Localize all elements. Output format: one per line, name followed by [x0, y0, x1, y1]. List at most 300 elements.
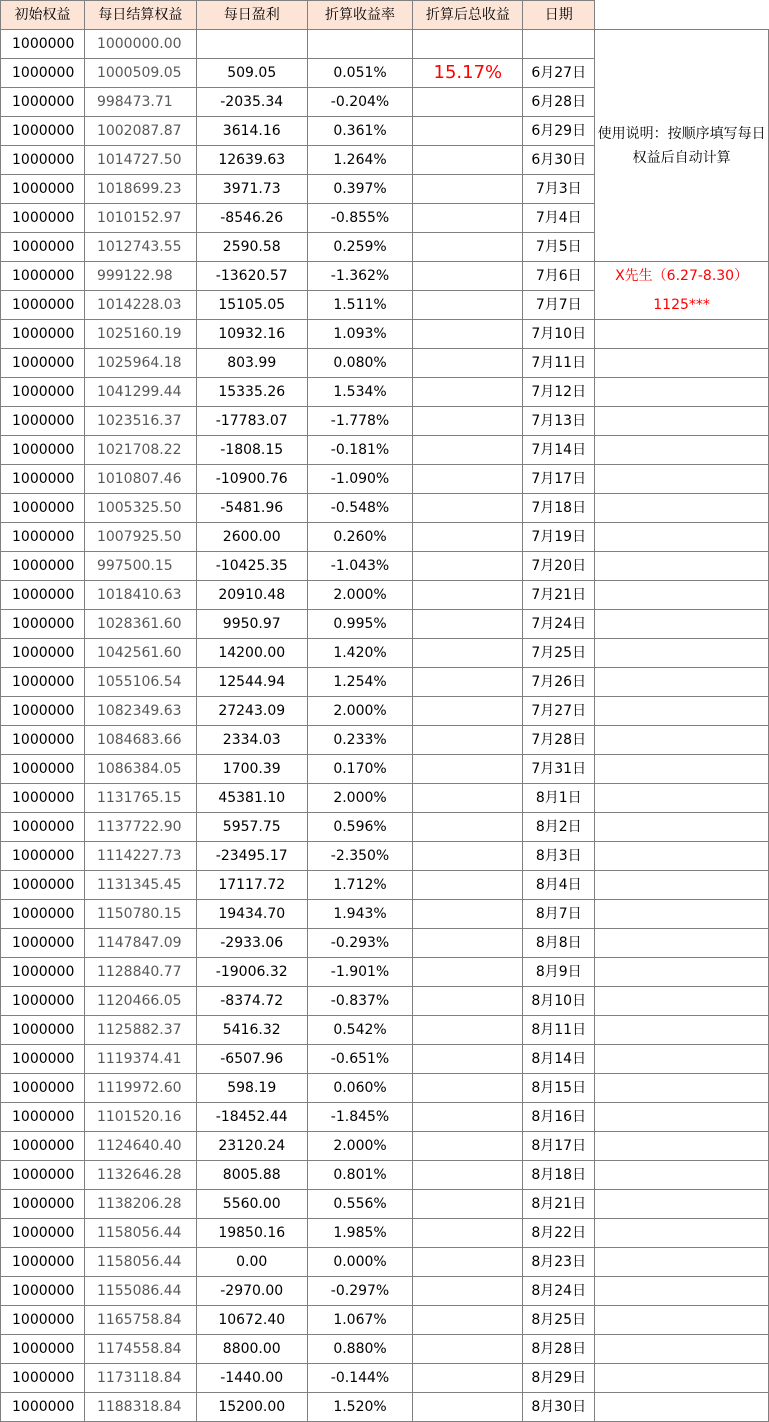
- profit-cell[interactable]: 8005.88: [196, 1161, 307, 1190]
- date-cell[interactable]: 7月7日: [523, 291, 595, 320]
- total-cell[interactable]: [413, 987, 523, 1016]
- side-cell[interactable]: [595, 610, 769, 639]
- settlement-cell[interactable]: 1125882.37: [84, 1016, 196, 1045]
- total-cell[interactable]: [413, 726, 523, 755]
- header-return-rate[interactable]: 折算收益率: [307, 1, 413, 30]
- date-cell[interactable]: 7月14日: [523, 436, 595, 465]
- header-total-return[interactable]: 折算后总收益: [413, 1, 523, 30]
- side-cell[interactable]: [595, 1190, 769, 1219]
- date-cell[interactable]: 7月12日: [523, 378, 595, 407]
- total-cell[interactable]: [413, 668, 523, 697]
- settlement-cell[interactable]: 1131345.45: [84, 871, 196, 900]
- total-cell[interactable]: [413, 262, 523, 291]
- rate-cell[interactable]: 0.060%: [307, 1074, 413, 1103]
- total-cell[interactable]: [413, 1277, 523, 1306]
- profit-cell[interactable]: -8374.72: [196, 987, 307, 1016]
- settlement-cell[interactable]: 1002087.87: [84, 117, 196, 146]
- rate-cell[interactable]: 0.397%: [307, 175, 413, 204]
- rate-cell[interactable]: -1.043%: [307, 552, 413, 581]
- rate-cell[interactable]: -0.837%: [307, 987, 413, 1016]
- rate-cell[interactable]: 1.420%: [307, 639, 413, 668]
- rate-cell[interactable]: 1.534%: [307, 378, 413, 407]
- init-cell[interactable]: 1000000: [1, 610, 85, 639]
- rate-cell[interactable]: -0.181%: [307, 436, 413, 465]
- settlement-cell[interactable]: 1023516.37: [84, 407, 196, 436]
- settlement-cell[interactable]: 998473.71: [84, 88, 196, 117]
- settlement-cell[interactable]: 1018699.23: [84, 175, 196, 204]
- init-cell[interactable]: 1000000: [1, 59, 85, 88]
- date-cell[interactable]: 7月21日: [523, 581, 595, 610]
- date-cell[interactable]: 7月27日: [523, 697, 595, 726]
- profit-cell[interactable]: 15335.26: [196, 378, 307, 407]
- rate-cell[interactable]: -0.297%: [307, 1277, 413, 1306]
- profit-cell[interactable]: 12544.94: [196, 668, 307, 697]
- date-cell[interactable]: 7月19日: [523, 523, 595, 552]
- init-cell[interactable]: 1000000: [1, 407, 85, 436]
- rate-cell[interactable]: 1.520%: [307, 1393, 413, 1422]
- init-cell[interactable]: 1000000: [1, 929, 85, 958]
- profit-cell[interactable]: 45381.10: [196, 784, 307, 813]
- settlement-cell[interactable]: 1155086.44: [84, 1277, 196, 1306]
- side-cell[interactable]: [595, 929, 769, 958]
- date-cell[interactable]: 6月27日: [523, 59, 595, 88]
- total-cell[interactable]: [413, 1248, 523, 1277]
- settlement-cell[interactable]: 1174558.84: [84, 1335, 196, 1364]
- settlement-cell[interactable]: 1101520.16: [84, 1103, 196, 1132]
- side-cell[interactable]: [595, 1103, 769, 1132]
- init-cell[interactable]: 1000000: [1, 1306, 85, 1335]
- date-cell[interactable]: 8月17日: [523, 1132, 595, 1161]
- profit-cell[interactable]: 8800.00: [196, 1335, 307, 1364]
- profit-cell[interactable]: 3614.16: [196, 117, 307, 146]
- profit-cell[interactable]: 23120.24: [196, 1132, 307, 1161]
- init-cell[interactable]: 1000000: [1, 320, 85, 349]
- total-cell[interactable]: [413, 1132, 523, 1161]
- init-cell[interactable]: 1000000: [1, 1364, 85, 1393]
- side-cell[interactable]: [595, 755, 769, 784]
- settlement-cell[interactable]: 1082349.63: [84, 697, 196, 726]
- date-cell[interactable]: 7月4日: [523, 204, 595, 233]
- profit-cell[interactable]: 509.05: [196, 59, 307, 88]
- profit-cell[interactable]: 9950.97: [196, 610, 307, 639]
- init-cell[interactable]: 1000000: [1, 175, 85, 204]
- rate-cell[interactable]: 0.596%: [307, 813, 413, 842]
- rate-cell[interactable]: -0.204%: [307, 88, 413, 117]
- date-cell[interactable]: 7月20日: [523, 552, 595, 581]
- settlement-cell[interactable]: 1014727.50: [84, 146, 196, 175]
- rate-cell[interactable]: -0.855%: [307, 204, 413, 233]
- side-cell[interactable]: [595, 987, 769, 1016]
- settlement-cell[interactable]: 1173118.84: [84, 1364, 196, 1393]
- init-cell[interactable]: 1000000: [1, 1335, 85, 1364]
- date-cell[interactable]: 8月4日: [523, 871, 595, 900]
- init-cell[interactable]: 1000000: [1, 697, 85, 726]
- init-cell[interactable]: 1000000: [1, 30, 85, 59]
- total-cell[interactable]: [413, 871, 523, 900]
- total-cell[interactable]: [413, 349, 523, 378]
- total-cell[interactable]: [413, 1364, 523, 1393]
- date-cell[interactable]: 8月1日: [523, 784, 595, 813]
- date-cell[interactable]: 6月29日: [523, 117, 595, 146]
- profit-cell[interactable]: 5957.75: [196, 813, 307, 842]
- date-cell[interactable]: 8月18日: [523, 1161, 595, 1190]
- side-cell[interactable]: [595, 900, 769, 929]
- profit-cell[interactable]: 19850.16: [196, 1219, 307, 1248]
- settlement-cell[interactable]: 1120466.05: [84, 987, 196, 1016]
- init-cell[interactable]: 1000000: [1, 1074, 85, 1103]
- profit-cell[interactable]: 2590.58: [196, 233, 307, 262]
- rate-cell[interactable]: -1.090%: [307, 465, 413, 494]
- rate-cell[interactable]: 0.000%: [307, 1248, 413, 1277]
- date-cell[interactable]: 7月24日: [523, 610, 595, 639]
- date-cell[interactable]: 8月3日: [523, 842, 595, 871]
- profit-cell[interactable]: 20910.48: [196, 581, 307, 610]
- profit-cell[interactable]: -10900.76: [196, 465, 307, 494]
- total-cell[interactable]: [413, 929, 523, 958]
- rate-cell[interactable]: [307, 30, 413, 59]
- rate-cell[interactable]: 0.880%: [307, 1335, 413, 1364]
- init-cell[interactable]: 1000000: [1, 1103, 85, 1132]
- total-return-cell[interactable]: 15.17%: [413, 59, 523, 88]
- settlement-cell[interactable]: 1005325.50: [84, 494, 196, 523]
- init-cell[interactable]: 1000000: [1, 813, 85, 842]
- total-cell[interactable]: [413, 117, 523, 146]
- side-cell[interactable]: [595, 436, 769, 465]
- init-cell[interactable]: 1000000: [1, 465, 85, 494]
- date-cell[interactable]: 6月28日: [523, 88, 595, 117]
- side-cell[interactable]: [595, 1016, 769, 1045]
- profit-cell[interactable]: 5560.00: [196, 1190, 307, 1219]
- date-cell[interactable]: 7月6日: [523, 262, 595, 291]
- side-cell[interactable]: [595, 1393, 769, 1422]
- profit-cell[interactable]: -17783.07: [196, 407, 307, 436]
- init-cell[interactable]: 1000000: [1, 1045, 85, 1074]
- profit-cell[interactable]: -1808.15: [196, 436, 307, 465]
- profit-cell[interactable]: 2600.00: [196, 523, 307, 552]
- profit-cell[interactable]: -8546.26: [196, 204, 307, 233]
- date-cell[interactable]: 8月2日: [523, 813, 595, 842]
- side-cell[interactable]: [595, 958, 769, 987]
- init-cell[interactable]: 1000000: [1, 1277, 85, 1306]
- profit-cell[interactable]: 12639.63: [196, 146, 307, 175]
- date-cell[interactable]: 7月11日: [523, 349, 595, 378]
- init-cell[interactable]: 1000000: [1, 552, 85, 581]
- profit-cell[interactable]: -2970.00: [196, 1277, 307, 1306]
- rate-cell[interactable]: 0.080%: [307, 349, 413, 378]
- init-cell[interactable]: 1000000: [1, 1161, 85, 1190]
- profit-cell[interactable]: -1440.00: [196, 1364, 307, 1393]
- side-cell[interactable]: [595, 1045, 769, 1074]
- rate-cell[interactable]: 2.000%: [307, 784, 413, 813]
- profit-cell[interactable]: -5481.96: [196, 494, 307, 523]
- settlement-cell[interactable]: 1165758.84: [84, 1306, 196, 1335]
- profit-cell[interactable]: -18452.44: [196, 1103, 307, 1132]
- date-cell[interactable]: 8月30日: [523, 1393, 595, 1422]
- total-cell[interactable]: [413, 146, 523, 175]
- total-cell[interactable]: [413, 639, 523, 668]
- date-cell[interactable]: 8月16日: [523, 1103, 595, 1132]
- profit-cell[interactable]: -23495.17: [196, 842, 307, 871]
- init-cell[interactable]: 1000000: [1, 378, 85, 407]
- side-cell[interactable]: [595, 378, 769, 407]
- settlement-cell[interactable]: 1119374.41: [84, 1045, 196, 1074]
- init-cell[interactable]: 1000000: [1, 900, 85, 929]
- side-cell[interactable]: [595, 1219, 769, 1248]
- settlement-cell[interactable]: 1158056.44: [84, 1248, 196, 1277]
- total-cell[interactable]: [413, 610, 523, 639]
- settlement-cell[interactable]: 1010807.46: [84, 465, 196, 494]
- settlement-cell[interactable]: 1021708.22: [84, 436, 196, 465]
- settlement-cell[interactable]: 1000000.00: [84, 30, 196, 59]
- date-cell[interactable]: 8月22日: [523, 1219, 595, 1248]
- rate-cell[interactable]: 1.712%: [307, 871, 413, 900]
- total-cell[interactable]: [413, 958, 523, 987]
- total-cell[interactable]: [413, 784, 523, 813]
- init-cell[interactable]: 1000000: [1, 1132, 85, 1161]
- date-cell[interactable]: [523, 30, 595, 59]
- header-initial-equity[interactable]: 初始权益: [1, 1, 85, 30]
- profit-cell[interactable]: 27243.09: [196, 697, 307, 726]
- settlement-cell[interactable]: 1158056.44: [84, 1219, 196, 1248]
- header-daily-settlement-equity[interactable]: 每日结算权益: [84, 1, 196, 30]
- date-cell[interactable]: 8月14日: [523, 1045, 595, 1074]
- side-cell[interactable]: [595, 813, 769, 842]
- total-cell[interactable]: [413, 175, 523, 204]
- date-cell[interactable]: 7月13日: [523, 407, 595, 436]
- init-cell[interactable]: 1000000: [1, 1393, 85, 1422]
- date-cell[interactable]: 6月30日: [523, 146, 595, 175]
- total-cell[interactable]: [413, 697, 523, 726]
- settlement-cell[interactable]: 1041299.44: [84, 378, 196, 407]
- usage-note-cell[interactable]: [595, 30, 769, 262]
- rate-cell[interactable]: 1.511%: [307, 291, 413, 320]
- date-cell[interactable]: 8月8日: [523, 929, 595, 958]
- profit-cell[interactable]: 598.19: [196, 1074, 307, 1103]
- date-cell[interactable]: 8月7日: [523, 900, 595, 929]
- profit-cell[interactable]: 15200.00: [196, 1393, 307, 1422]
- settlement-cell[interactable]: 1150780.15: [84, 900, 196, 929]
- total-cell[interactable]: [413, 1161, 523, 1190]
- rate-cell[interactable]: 0.801%: [307, 1161, 413, 1190]
- total-cell[interactable]: [413, 1393, 523, 1422]
- rate-cell[interactable]: 0.556%: [307, 1190, 413, 1219]
- side-cell[interactable]: [595, 1074, 769, 1103]
- init-cell[interactable]: 1000000: [1, 146, 85, 175]
- rate-cell[interactable]: 1.264%: [307, 146, 413, 175]
- total-cell[interactable]: [413, 552, 523, 581]
- date-cell[interactable]: 8月15日: [523, 1074, 595, 1103]
- settlement-cell[interactable]: 1147847.09: [84, 929, 196, 958]
- settlement-cell[interactable]: 1018410.63: [84, 581, 196, 610]
- total-cell[interactable]: [413, 436, 523, 465]
- date-cell[interactable]: 8月21日: [523, 1190, 595, 1219]
- total-cell[interactable]: [413, 465, 523, 494]
- side-cell[interactable]: [595, 407, 769, 436]
- rate-cell[interactable]: -0.548%: [307, 494, 413, 523]
- settlement-cell[interactable]: 1000509.05: [84, 59, 196, 88]
- rate-cell[interactable]: 1.093%: [307, 320, 413, 349]
- rate-cell[interactable]: 2.000%: [307, 1132, 413, 1161]
- total-cell[interactable]: [413, 1045, 523, 1074]
- init-cell[interactable]: 1000000: [1, 1016, 85, 1045]
- profit-cell[interactable]: -19006.32: [196, 958, 307, 987]
- date-cell[interactable]: 8月11日: [523, 1016, 595, 1045]
- total-cell[interactable]: [413, 1016, 523, 1045]
- client-name-cell[interactable]: X先生（6.27-8.30）: [595, 262, 769, 291]
- profit-cell[interactable]: -2035.34: [196, 88, 307, 117]
- rate-cell[interactable]: 0.542%: [307, 1016, 413, 1045]
- total-cell[interactable]: [413, 407, 523, 436]
- side-cell[interactable]: [595, 349, 769, 378]
- rate-cell[interactable]: 0.233%: [307, 726, 413, 755]
- rate-cell[interactable]: -1.362%: [307, 262, 413, 291]
- side-cell[interactable]: [595, 1248, 769, 1277]
- total-cell[interactable]: [413, 1335, 523, 1364]
- side-header-blank[interactable]: [595, 1, 769, 30]
- init-cell[interactable]: 1000000: [1, 668, 85, 697]
- client-id-cell[interactable]: 1125***: [595, 291, 769, 320]
- total-cell[interactable]: [413, 900, 523, 929]
- side-cell[interactable]: [595, 784, 769, 813]
- date-cell[interactable]: 7月17日: [523, 465, 595, 494]
- settlement-cell[interactable]: 1012743.55: [84, 233, 196, 262]
- settlement-cell[interactable]: 1124640.40: [84, 1132, 196, 1161]
- total-cell[interactable]: [413, 494, 523, 523]
- date-cell[interactable]: 8月28日: [523, 1335, 595, 1364]
- init-cell[interactable]: 1000000: [1, 726, 85, 755]
- side-cell[interactable]: [595, 581, 769, 610]
- total-cell[interactable]: [413, 755, 523, 784]
- date-cell[interactable]: 8月9日: [523, 958, 595, 987]
- profit-cell[interactable]: 3971.73: [196, 175, 307, 204]
- rate-cell[interactable]: 0.260%: [307, 523, 413, 552]
- rate-cell[interactable]: 0.051%: [307, 59, 413, 88]
- rate-cell[interactable]: 2.000%: [307, 697, 413, 726]
- profit-cell[interactable]: 10672.40: [196, 1306, 307, 1335]
- init-cell[interactable]: 1000000: [1, 523, 85, 552]
- date-cell[interactable]: 7月10日: [523, 320, 595, 349]
- side-cell[interactable]: [595, 494, 769, 523]
- profit-cell[interactable]: [196, 30, 307, 59]
- date-cell[interactable]: 7月25日: [523, 639, 595, 668]
- init-cell[interactable]: 1000000: [1, 784, 85, 813]
- side-cell[interactable]: [595, 465, 769, 494]
- total-cell[interactable]: [413, 1074, 523, 1103]
- profit-cell[interactable]: 0.00: [196, 1248, 307, 1277]
- init-cell[interactable]: 1000000: [1, 349, 85, 378]
- settlement-cell[interactable]: 1007925.50: [84, 523, 196, 552]
- init-cell[interactable]: 1000000: [1, 958, 85, 987]
- rate-cell[interactable]: 2.000%: [307, 581, 413, 610]
- init-cell[interactable]: 1000000: [1, 987, 85, 1016]
- rate-cell[interactable]: 1.254%: [307, 668, 413, 697]
- total-cell[interactable]: [413, 88, 523, 117]
- settlement-cell[interactable]: 1131765.15: [84, 784, 196, 813]
- init-cell[interactable]: 1000000: [1, 233, 85, 262]
- date-cell[interactable]: 7月3日: [523, 175, 595, 204]
- rate-cell[interactable]: -1.845%: [307, 1103, 413, 1132]
- rate-cell[interactable]: -2.350%: [307, 842, 413, 871]
- profit-cell[interactable]: -13620.57: [196, 262, 307, 291]
- date-cell[interactable]: 7月5日: [523, 233, 595, 262]
- profit-cell[interactable]: 1700.39: [196, 755, 307, 784]
- init-cell[interactable]: 1000000: [1, 117, 85, 146]
- profit-cell[interactable]: 803.99: [196, 349, 307, 378]
- rate-cell[interactable]: 1.943%: [307, 900, 413, 929]
- side-cell[interactable]: [595, 1132, 769, 1161]
- settlement-cell[interactable]: 1128840.77: [84, 958, 196, 987]
- settlement-cell[interactable]: 1042561.60: [84, 639, 196, 668]
- date-cell[interactable]: 8月29日: [523, 1364, 595, 1393]
- side-cell[interactable]: [595, 871, 769, 900]
- total-cell[interactable]: [413, 581, 523, 610]
- settlement-cell[interactable]: 1014228.03: [84, 291, 196, 320]
- side-cell[interactable]: [595, 1161, 769, 1190]
- rate-cell[interactable]: -0.144%: [307, 1364, 413, 1393]
- rate-cell[interactable]: -1.901%: [307, 958, 413, 987]
- header-date[interactable]: 日期: [523, 1, 595, 30]
- init-cell[interactable]: 1000000: [1, 262, 85, 291]
- profit-cell[interactable]: 15105.05: [196, 291, 307, 320]
- total-cell[interactable]: [413, 813, 523, 842]
- init-cell[interactable]: 1000000: [1, 842, 85, 871]
- total-cell[interactable]: [413, 204, 523, 233]
- side-cell[interactable]: [595, 697, 769, 726]
- profit-cell[interactable]: 5416.32: [196, 1016, 307, 1045]
- init-cell[interactable]: 1000000: [1, 88, 85, 117]
- settlement-cell[interactable]: 999122.98: [84, 262, 196, 291]
- settlement-cell[interactable]: 1119972.60: [84, 1074, 196, 1103]
- side-cell[interactable]: [595, 726, 769, 755]
- total-cell[interactable]: [413, 523, 523, 552]
- profit-cell[interactable]: 19434.70: [196, 900, 307, 929]
- total-cell[interactable]: [413, 320, 523, 349]
- init-cell[interactable]: 1000000: [1, 436, 85, 465]
- rate-cell[interactable]: 0.259%: [307, 233, 413, 262]
- init-cell[interactable]: 1000000: [1, 204, 85, 233]
- total-cell[interactable]: [413, 1103, 523, 1132]
- settlement-cell[interactable]: 1138206.28: [84, 1190, 196, 1219]
- profit-cell[interactable]: 2334.03: [196, 726, 307, 755]
- total-cell[interactable]: [413, 1306, 523, 1335]
- settlement-cell[interactable]: 1084683.66: [84, 726, 196, 755]
- init-cell[interactable]: 1000000: [1, 1219, 85, 1248]
- init-cell[interactable]: 1000000: [1, 1190, 85, 1219]
- profit-cell[interactable]: 10932.16: [196, 320, 307, 349]
- rate-cell[interactable]: 0.361%: [307, 117, 413, 146]
- settlement-cell[interactable]: 1086384.05: [84, 755, 196, 784]
- init-cell[interactable]: 1000000: [1, 1248, 85, 1277]
- date-cell[interactable]: 8月10日: [523, 987, 595, 1016]
- date-cell[interactable]: 8月24日: [523, 1277, 595, 1306]
- date-cell[interactable]: 8月25日: [523, 1306, 595, 1335]
- settlement-cell[interactable]: 1137722.90: [84, 813, 196, 842]
- total-cell[interactable]: [413, 842, 523, 871]
- rate-cell[interactable]: -1.778%: [307, 407, 413, 436]
- date-cell[interactable]: 7月31日: [523, 755, 595, 784]
- rate-cell[interactable]: 1.067%: [307, 1306, 413, 1335]
- rate-cell[interactable]: -0.293%: [307, 929, 413, 958]
- rate-cell[interactable]: 0.995%: [307, 610, 413, 639]
- profit-cell[interactable]: 14200.00: [196, 639, 307, 668]
- total-cell[interactable]: [413, 233, 523, 262]
- side-cell[interactable]: [595, 320, 769, 349]
- init-cell[interactable]: 1000000: [1, 871, 85, 900]
- profit-cell[interactable]: 17117.72: [196, 871, 307, 900]
- rate-cell[interactable]: -0.651%: [307, 1045, 413, 1074]
- total-cell[interactable]: [413, 378, 523, 407]
- settlement-cell[interactable]: 1055106.54: [84, 668, 196, 697]
